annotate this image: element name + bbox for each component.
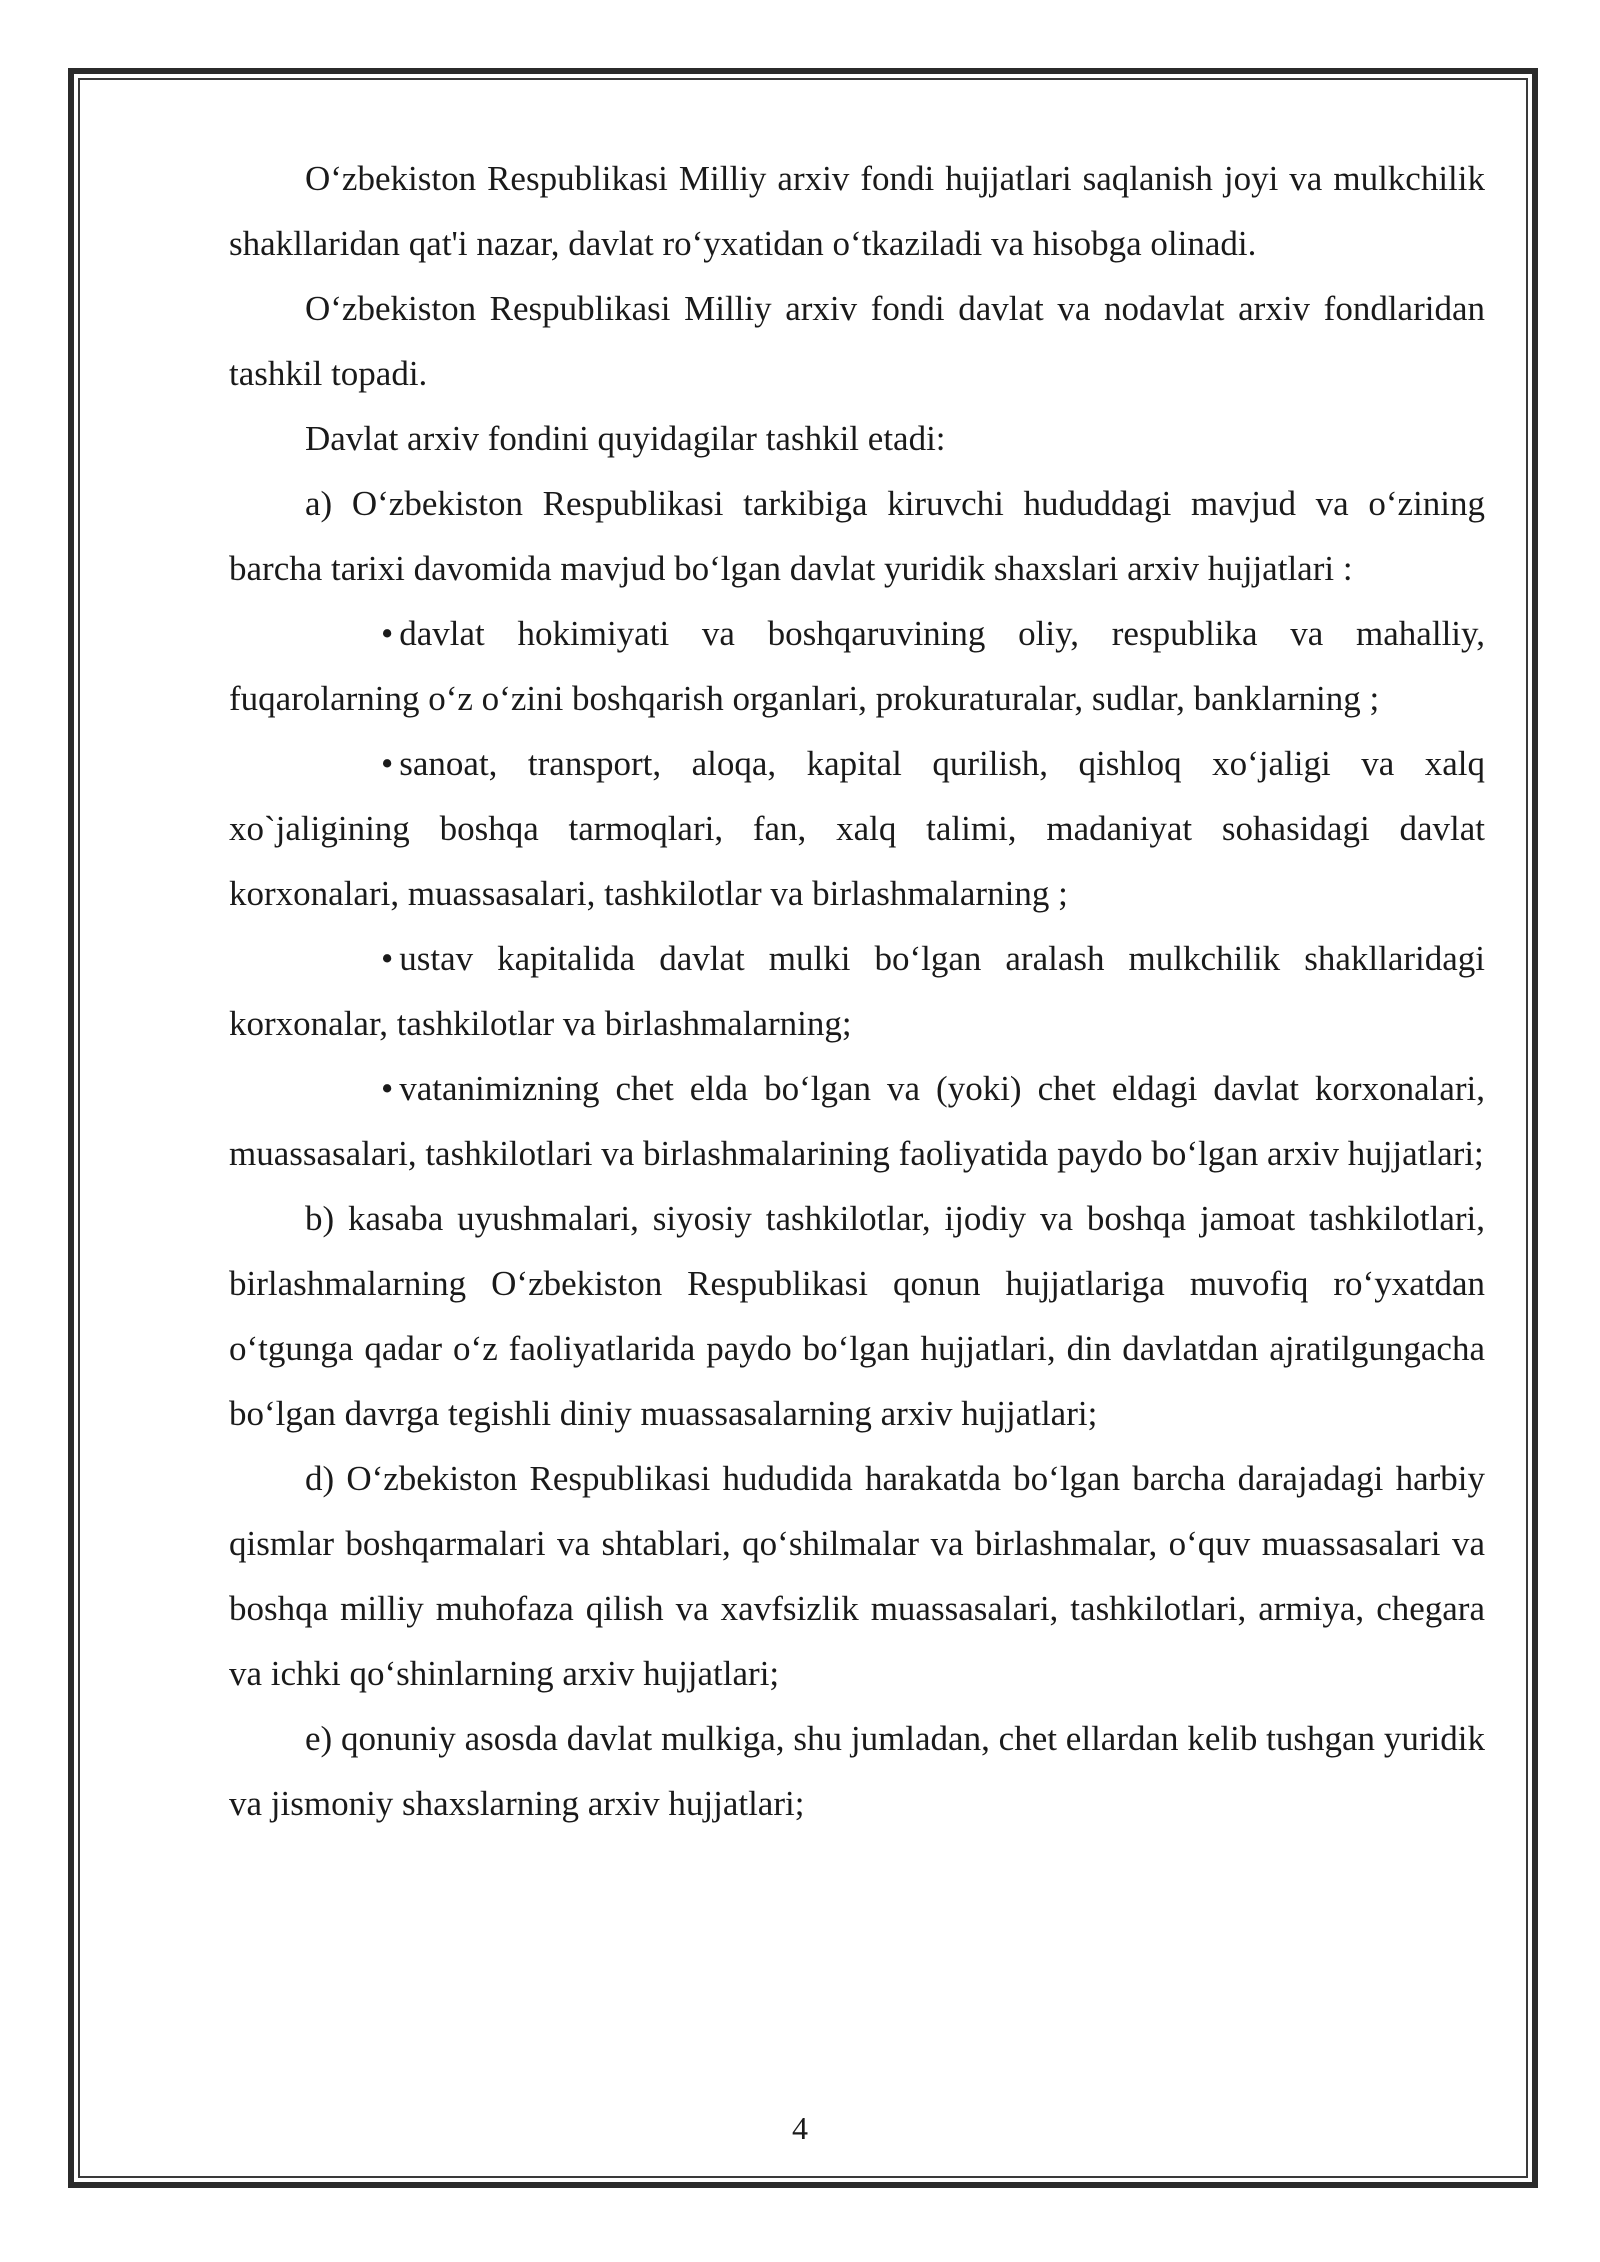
bullet-text: davlat hokimiyati va boshqaruvining oliy, respublika va mahalliy, fuqarolarning o‘z o‘zini boshqarish organlari, prokuraturalar, sudlar, banklarning ; xyxy=(229,614,1485,718)
bullet-icon: • xyxy=(381,1069,394,1108)
bullet-icon: • xyxy=(381,614,394,653)
bullet-item xyxy=(229,1056,1485,1186)
document-body xyxy=(229,146,1485,1836)
bullet-text: vatanimizning chet elda bo‘lgan va (yoki) chet eldagi davlat korxonalari, muassasalari, tashkilotlari va birlashmalarining faoliyatida paydo bo‘lgan arxiv hujjatlari; xyxy=(229,1069,1485,1173)
paragraph-text: b) kasaba uyushmalari, siyosiy tashkilotlar, ijodiy va boshqa jamoat tashkilotlari, birlashmalarning O‘zbekiston Respublikasi qonun hujjatlariga muvofiq ro‘yxatdan o‘tgunga qadar o‘z faoliyatlarida paydo bo‘lgan hujjatlari, din davlatdan ajratilgungacha bo‘lgan davrga tegishli diniy muassasalarning arxiv hujjatlari; xyxy=(229,1199,1485,1433)
page-number: 4 xyxy=(792,2110,808,2146)
paragraph-text: e) qonuniy asosda davlat mulkiga, shu jumladan, chet ellardan kelib tushgan yuridik va jismoniy shaxslarning arxiv hujjatlari; xyxy=(229,1719,1485,1823)
paragraph-text: a) O‘zbekiston Respublikasi tarkibiga kiruvchi hududdagi mavjud va o‘zining barcha tarixi davomida mavjud bo‘lgan davlat yuridik shaxslari arxiv hujjatlari : xyxy=(229,484,1485,588)
bullet-item xyxy=(229,926,1485,1056)
bullet-text: sanoat, transport, aloqa, kapital qurilish, qishloq xo‘jaligi va xalq xo`jaligining boshqa tarmoqlari, fan, xalq talimi, madaniyat sohasidagi davlat korxonalari, muassasalari, tashkilotlar va birlashmalarning ; xyxy=(229,744,1485,913)
paragraph xyxy=(229,471,1485,601)
paragraph xyxy=(229,1446,1485,1706)
bullet-item xyxy=(229,601,1485,731)
paragraph-text: O‘zbekiston Respublikasi Milliy arxiv fondi davlat va nodavlat arxiv fondlaridan tashkil topadi. xyxy=(229,289,1485,393)
paragraph-text: O‘zbekiston Respublikasi Milliy arxiv fondi hujjatlari saqlanish joyi va mulkchilik shakllaridan qat'i nazar, davlat ro‘yxatidan o‘tkaziladi va hisobga olinadi. xyxy=(229,159,1485,263)
bullet-icon: • xyxy=(381,744,394,783)
paragraph xyxy=(229,406,1485,471)
paragraph xyxy=(229,1706,1485,1836)
bullet-text: ustav kapitalida davlat mulki bo‘lgan aralash mulkchilik shakllaridagi korxonalar, tashkilotlar va birlashmalarning; xyxy=(229,939,1485,1043)
paragraph-text: Davlat arxiv fondini quyidagilar tashkil etadi: xyxy=(305,419,946,458)
bullet-icon: • xyxy=(381,939,394,978)
paragraph xyxy=(229,146,1485,276)
paragraph-text: d) O‘zbekiston Respublikasi hududida harakatda bo‘lgan barcha darajadagi harbiy qismlar boshqarmalari va shtablari, qo‘shilmalar va birlashmalar, o‘quv muassasalari va boshqa milliy muhofaza qilish va xavfsizlik muassasalari, tashkilotlari, armiya, chegara va ichki qo‘shinlarning arxiv hujjatlari; xyxy=(229,1459,1485,1693)
paragraph xyxy=(229,276,1485,406)
bullet-item xyxy=(229,731,1485,926)
paragraph xyxy=(229,1186,1485,1446)
